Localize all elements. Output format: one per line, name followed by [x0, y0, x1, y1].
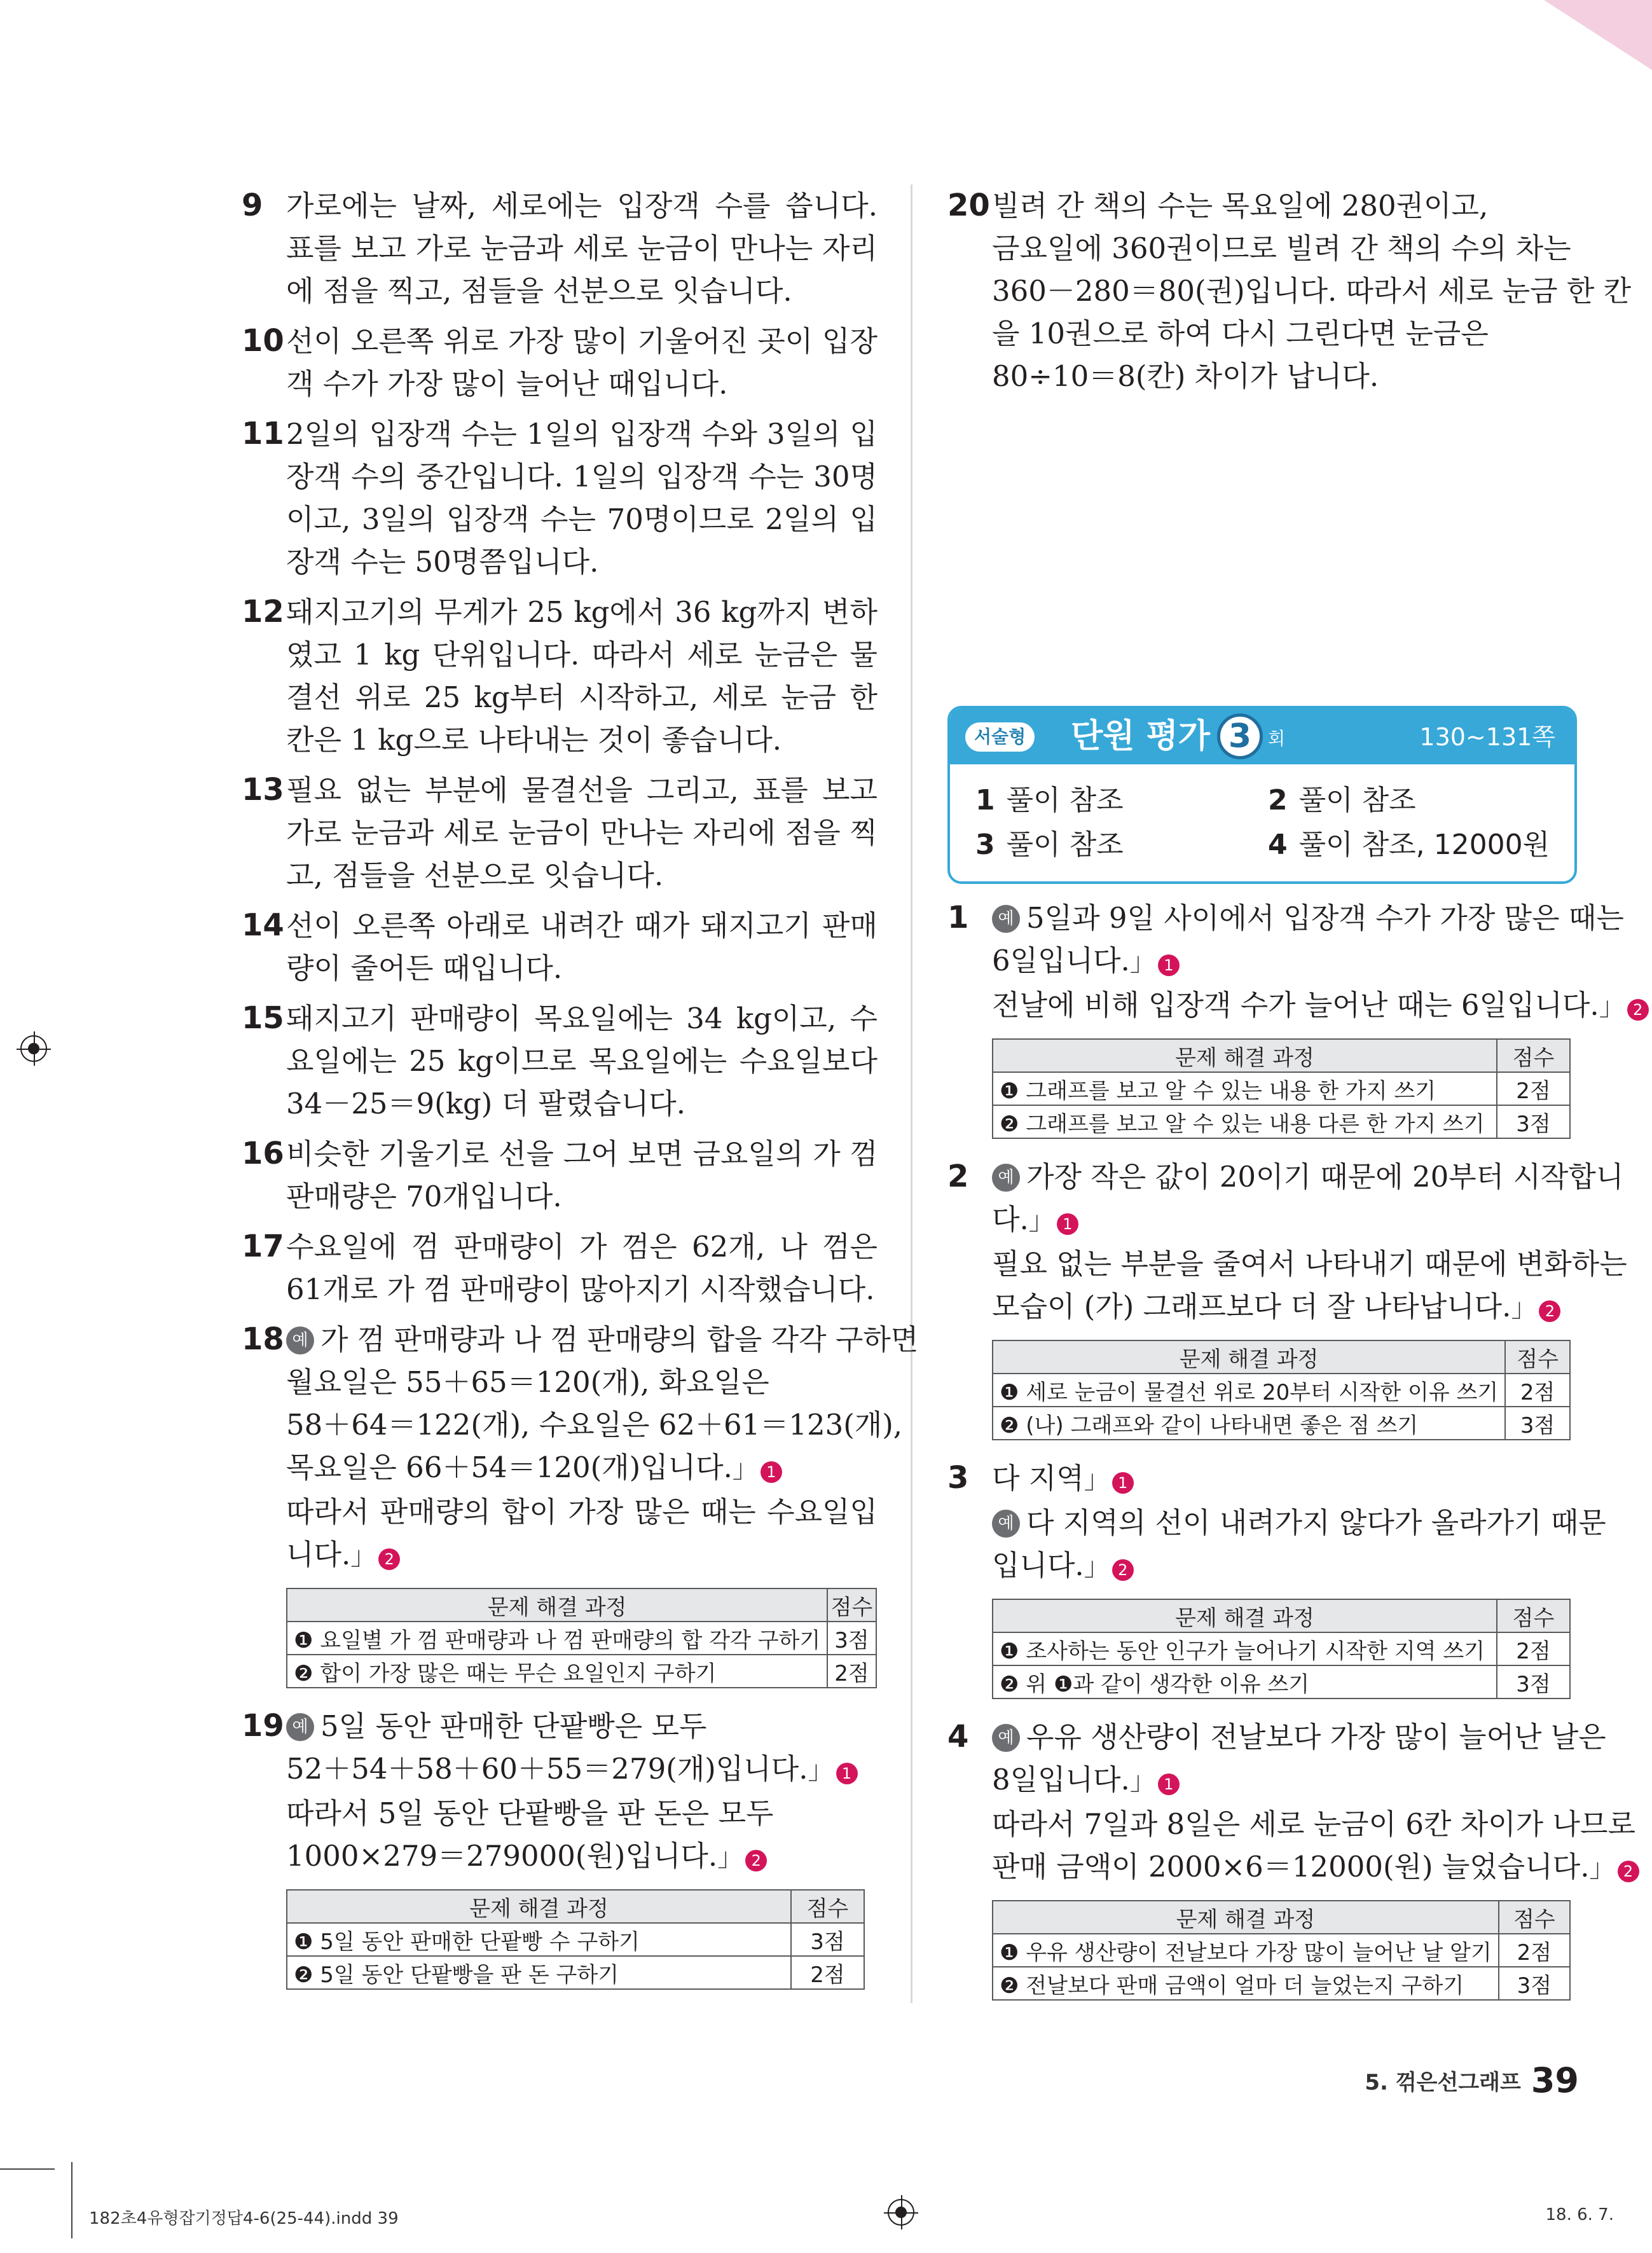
step-marker-2: 2 — [745, 1850, 767, 1871]
answer-line: 금요일에 360권이므로 빌려 간 책의 수의 차는 — [992, 231, 1571, 265]
answer-line: 다. — [992, 1202, 1029, 1236]
scoring-table — [286, 1889, 865, 1990]
answer-item — [242, 184, 878, 312]
table-cell: 2점 — [1497, 1632, 1570, 1665]
answer-line: 을 10권으로 하여 다시 그린다면 눈금은 — [992, 317, 1489, 350]
item-number: 2 — [947, 1159, 969, 1194]
close-bracket: 」 — [732, 1454, 758, 1484]
answer-line: 다 지역의 선이 내려가지 않다가 올라가기 때문 — [1026, 1506, 1606, 1540]
answer-line: 모습이 (가) 그래프보다 더 잘 나타납니다. — [992, 1290, 1511, 1323]
table-row — [993, 1072, 1570, 1105]
answer-line: 따라서 판매량의 합이 가장 많은 때는 수요일입니다. — [286, 1495, 878, 1571]
answer-line: 52＋54＋58＋60＋55＝279(개)입니다. — [286, 1752, 808, 1786]
table-cell: ❶ 요일별 가 껌 판매량과 나 껌 판매량의 합 각각 구하기 — [287, 1622, 827, 1655]
close-bracket: 」 — [1084, 1465, 1110, 1494]
close-bracket: 」 — [1511, 1293, 1537, 1323]
descriptive-badge: 서술형 — [965, 722, 1035, 752]
item-number: 18 — [242, 1321, 284, 1357]
step-marker-2: 2 — [378, 1548, 400, 1570]
table-cell: ❷ 합이 가장 많은 때는 무슨 요일인지 구하기 — [287, 1655, 827, 1688]
table-header: 점수 — [1499, 1901, 1570, 1934]
table-cell: 2점 — [1497, 1072, 1570, 1105]
table-cell: 3점 — [1499, 1967, 1570, 2000]
answer-item — [242, 904, 878, 989]
scoring-table — [992, 1900, 1571, 2001]
crop-mark — [71, 2162, 72, 2238]
quick-answer: 2 풀이 참조 — [1268, 784, 1416, 816]
example-badge: 예 — [286, 1326, 314, 1354]
step-marker-1: 1 — [1057, 1213, 1078, 1235]
table-cell: 3점 — [827, 1622, 876, 1655]
answer-line: 판매 금액이 2000×6＝12000(원) 늘었습니다. — [992, 1850, 1590, 1884]
table-row — [993, 1374, 1570, 1407]
table-header: 점수 — [1505, 1340, 1570, 1374]
table-row — [287, 1923, 864, 1956]
answer-item-19 — [242, 1705, 878, 1879]
step-marker-2: 2 — [1112, 1559, 1134, 1581]
answer-line: 목요일은 66＋54＝120(개)입니다. — [286, 1450, 733, 1484]
close-bracket: 」 — [350, 1541, 376, 1571]
item-text: 돼지고기의 무게가 25 kg에서 36 kg까지 변하였고 1 kg 단위입니다. 따라서 세로 눈금은 물결선 위로 25 kg부터 시작하고, 세로 눈금 한 칸은 1 kg으로 나타내는 것이 좋습니다. — [286, 595, 878, 757]
answer-line: 다 지역 — [992, 1461, 1084, 1495]
table-header: 문제 해결 과정 — [993, 1901, 1499, 1934]
table-header: 점수 — [1497, 1599, 1570, 1632]
example-badge: 예 — [992, 905, 1020, 933]
answer-line: 빌려 간 책의 수는 목요일에 280권이고, — [992, 189, 1489, 223]
eval-answer-2 — [947, 1155, 1627, 1330]
table-cell: ❶ 그래프를 보고 알 수 있는 내용 한 가지 쓰기 — [993, 1072, 1497, 1105]
step-marker-1: 1 — [1158, 1774, 1180, 1795]
answer-line: 5일과 9일 사이에서 입장객 수가 가장 많은 때는 — [1026, 901, 1624, 935]
item-text: 수요일에 껌 판매량이 가 껌은 62개, 나 껌은 61개로 가 껌 판매량이 많아지기 시작했습니다. — [286, 1230, 878, 1306]
page-number: 39 — [1531, 2060, 1579, 2100]
slug-date: 18. 6. 7. — [1545, 2205, 1614, 2224]
item-text: 필요 없는 부분에 물결선을 그리고, 표를 보고 가로 눈금과 세로 눈금이 만나는 자리에 점을 찍고, 점들을 선분으로 잇습니다. — [286, 773, 878, 892]
item-number: 3 — [947, 1460, 969, 1496]
answer-item — [242, 1133, 878, 1218]
table-cell: 2점 — [1505, 1374, 1570, 1407]
table-header: 점수 — [1497, 1039, 1570, 1072]
column-divider — [911, 184, 912, 2003]
close-bracket: 」 — [808, 1756, 834, 1785]
table-row — [287, 1655, 876, 1688]
table-row — [993, 1632, 1570, 1665]
close-bracket: 」 — [1084, 1552, 1110, 1581]
step-marker-2: 2 — [1627, 999, 1649, 1021]
quick-answer: 1 풀이 참조 — [975, 784, 1124, 816]
table-cell: ❶ 조사하는 동안 인구가 늘어나기 시작한 지역 쓰기 — [993, 1632, 1497, 1665]
registration-mark-icon — [888, 2199, 914, 2226]
answer-item — [242, 1225, 878, 1311]
table-row — [993, 1105, 1570, 1138]
page-footer — [1365, 2060, 1579, 2100]
item-number: 14 — [242, 907, 284, 943]
item-number: 19 — [242, 1708, 284, 1744]
table-cell: ❶ 5일 동안 판매한 단팥빵 수 구하기 — [287, 1923, 791, 1956]
table-row — [993, 1934, 1570, 1967]
scoring-table — [992, 1340, 1571, 1440]
item-text: 비슷한 기울기로 선을 그어 보면 금요일의 가 껌 판매량은 70개입니다. — [286, 1137, 878, 1213]
table-cell: 2점 — [1499, 1934, 1570, 1967]
answer-line: 가장 작은 값이 20이기 때문에 20부터 시작합니 — [1026, 1160, 1624, 1194]
answer-line: 6일입니다. — [992, 944, 1130, 977]
answer-item-18 — [242, 1318, 919, 1578]
table-cell: ❶ 세로 눈금이 물결선 위로 20부터 시작한 이유 쓰기 — [993, 1374, 1505, 1407]
table-cell: 3점 — [1497, 1665, 1570, 1698]
example-badge: 예 — [992, 1510, 1020, 1538]
answer-line: 가 껌 판매량과 나 껌 판매량의 합을 각각 구하면 — [320, 1323, 919, 1356]
answer-line: 전날에 비해 입장객 수가 늘어난 때는 6일입니다. — [992, 988, 1599, 1022]
round-suffix: 회 — [1268, 728, 1286, 749]
item-number: 4 — [947, 1719, 969, 1754]
answer-line: 360－280＝80(권)입니다. 따라서 세로 눈금 한 칸 — [992, 274, 1632, 308]
quick-answer: 3 풀이 참조 — [975, 829, 1124, 861]
item-number: 10 — [242, 323, 284, 359]
round-number: 3 — [1217, 713, 1263, 759]
item-number: 20 — [947, 188, 990, 223]
table-header: 점수 — [827, 1588, 876, 1622]
close-bracket: 」 — [717, 1843, 743, 1872]
step-marker-1: 1 — [761, 1461, 782, 1483]
answer-line: 필요 없는 부분을 줄여서 나타내기 때문에 변화하는 — [992, 1247, 1627, 1281]
step-marker-1: 1 — [1112, 1472, 1134, 1494]
table-header: 문제 해결 과정 — [287, 1588, 827, 1622]
registration-mark-icon — [20, 1035, 47, 1062]
answer-item — [242, 320, 878, 405]
table-header: 문제 해결 과정 — [993, 1599, 1497, 1632]
answer-item — [242, 997, 878, 1125]
answer-line: 58＋64＝122(개), 수요일은 62＋61＝123(개), — [286, 1408, 903, 1442]
table-row — [993, 1407, 1570, 1440]
chapter-title: 5. 꺾은선그래프 — [1365, 2070, 1521, 2095]
step-marker-1: 1 — [836, 1763, 858, 1784]
answer-line: 우유 생산량이 전날보다 가장 많이 늘어난 날은 — [1026, 1720, 1606, 1754]
table-cell: ❷ 그래프를 보고 알 수 있는 내용 다른 한 가지 쓰기 — [993, 1105, 1497, 1138]
item-text: 가로에는 날짜, 세로에는 입장객 수를 씁니다. 표를 보고 가로 눈금과 세로 눈금이 만나는 자리에 점을 찍고, 점들을 선분으로 잇습니다. — [286, 189, 878, 308]
item-number: 17 — [242, 1229, 284, 1264]
answer-line: 8일입니다. — [992, 1763, 1130, 1796]
item-number: 15 — [242, 1000, 284, 1036]
item-text: 2일의 입장객 수는 1일의 입장객 수와 3일의 입장객 수의 중간입니다. 1일의 입장객 수는 30명이고, 3일의 입장객 수는 70명이므로 2일의 입장객 수는 50명쯤입니다. — [286, 417, 878, 579]
step-marker-2: 2 — [1539, 1300, 1560, 1322]
item-text: 선이 오른쪽 위로 가장 많이 기울어진 곳이 입장객 수가 가장 많이 늘어난 때입니다. — [286, 324, 878, 401]
eval-answer-1 — [947, 897, 1643, 1028]
table-cell: 3점 — [1497, 1105, 1570, 1138]
answer-line: 입니다. — [992, 1548, 1084, 1582]
item-number: 12 — [242, 594, 284, 630]
table-row — [287, 1622, 876, 1655]
table-cell: ❷ 전날보다 판매 금액이 얼마 더 늘었는지 구하기 — [993, 1967, 1499, 2000]
answer-item-20 — [947, 184, 1632, 397]
left-column — [242, 184, 919, 2006]
answer-line: 5일 동안 판매한 단팥빵은 모두 — [320, 1709, 707, 1743]
table-row — [993, 1665, 1570, 1698]
answer-line: 1000×279＝279000(원)입니다. — [286, 1839, 718, 1873]
table-header: 문제 해결 과정 — [287, 1890, 791, 1923]
answer-line: 따라서 5일 동안 단팥빵을 판 돈은 모두 — [286, 1796, 774, 1830]
close-bracket: 」 — [1129, 1767, 1155, 1796]
example-badge: 예 — [992, 1164, 1020, 1192]
item-number: 1 — [947, 900, 969, 935]
slug-filename: 182초4유형잡기정답4-6(25-44).indd 39 — [89, 2209, 399, 2228]
close-bracket: 」 — [1129, 947, 1155, 977]
example-badge: 예 — [992, 1724, 1020, 1752]
table-header: 문제 해결 과정 — [993, 1340, 1505, 1374]
table-cell: ❶ 우유 생산량이 전날보다 가장 많이 늘어난 날 알기 — [993, 1934, 1499, 1967]
corner-tab — [1544, 0, 1652, 70]
table-cell: 2점 — [791, 1956, 864, 1989]
answer-item — [242, 591, 878, 761]
scoring-table — [286, 1588, 877, 1688]
table-cell: 2점 — [827, 1655, 876, 1688]
right-column-top — [947, 184, 1632, 405]
scoring-table — [992, 1038, 1571, 1139]
item-number: 13 — [242, 772, 284, 808]
table-header: 점수 — [791, 1890, 864, 1923]
close-bracket: 」 — [1589, 1854, 1615, 1883]
table-cell: 3점 — [1505, 1407, 1570, 1440]
eval-answer-4 — [947, 1716, 1635, 1890]
table-header: 문제 해결 과정 — [993, 1039, 1497, 1072]
table-cell: ❷ (나) 그래프와 같이 나타내면 좋은 점 쓰기 — [993, 1407, 1505, 1440]
eval-answer-3 — [947, 1457, 1606, 1588]
table-cell: ❷ 5일 동안 단팥빵을 판 돈 구하기 — [287, 1956, 791, 1989]
answer-item — [242, 769, 878, 897]
item-text: 돼지고기 판매량이 목요일에는 34 kg이고, 수요일에는 25 kg이므로 목요일에는 수요일보다 34－25＝9(kg) 더 팔렸습니다. — [286, 1002, 878, 1120]
item-text: 선이 오른쪽 아래로 내려간 때가 돼지고기 판매량이 줄어든 때입니다. — [286, 909, 878, 985]
answer-item — [242, 413, 878, 583]
example-badge: 예 — [286, 1713, 314, 1741]
step-marker-1: 1 — [1158, 954, 1180, 976]
table-row — [287, 1956, 864, 1989]
scoring-table — [992, 1599, 1571, 1699]
item-number: 9 — [242, 188, 263, 223]
close-bracket: 」 — [1599, 992, 1625, 1021]
evaluation-header — [950, 708, 1574, 764]
evaluation-title: 단원 평가 — [1071, 717, 1211, 755]
table-cell: 3점 — [791, 1923, 864, 1956]
table-cell: ❷ 위 ❶과 같이 생각한 이유 쓰기 — [993, 1665, 1497, 1698]
page-range: 130~131쪽 — [1419, 723, 1555, 751]
item-number: 16 — [242, 1136, 284, 1171]
item-number: 11 — [242, 416, 284, 451]
answer-line: 80÷10＝8(칸) 차이가 납니다. — [992, 359, 1379, 393]
answer-line: 따라서 7일과 8일은 세로 눈금이 6칸 차이가 나므로 — [992, 1807, 1635, 1841]
close-bracket: 」 — [1028, 1206, 1054, 1236]
right-column-bottom — [947, 897, 1643, 2017]
crop-mark — [0, 2168, 55, 2170]
left-answer-list — [242, 184, 878, 1311]
quick-answer: 4 풀이 참조, 12000원 — [1268, 829, 1550, 861]
step-marker-2: 2 — [1618, 1861, 1639, 1882]
answer-line: 월요일은 55＋65＝120(개), 화요일은 — [286, 1365, 769, 1399]
unit-evaluation-box — [947, 706, 1577, 884]
table-row — [993, 1967, 1570, 2000]
